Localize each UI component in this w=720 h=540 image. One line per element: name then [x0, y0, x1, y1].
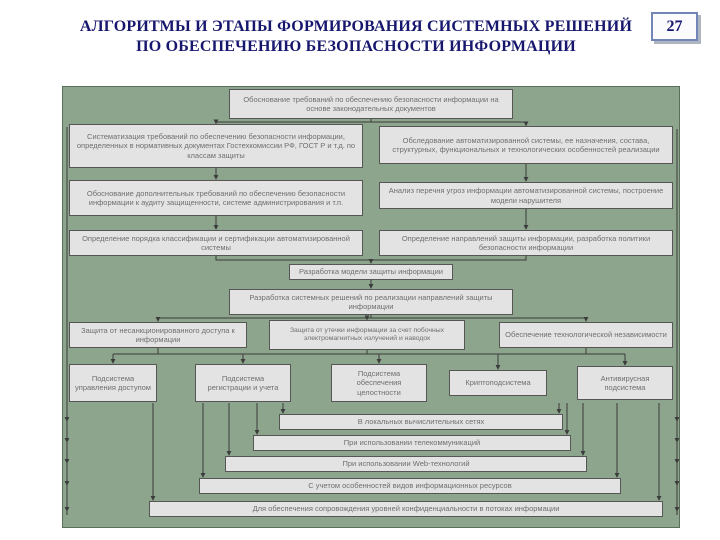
box-antivirus-subsystem: Антивирусная подсистема [577, 366, 673, 400]
box-requirements-systematization: Систематизация требований по обеспечению безопасности информации, определенных в нормативных документах Гостехкомиссии РФ, ГОСТ Р и т.д. по классам защиты [69, 124, 363, 168]
box-system-survey: Обследование автоматизированной системы, ее назначения, состава, структурных, функциональных и технологических особенностей реализации [379, 126, 673, 164]
box-level-resources: С учетом особенностей видов информационных ресурсов [199, 478, 621, 494]
box-level-telecom: При использовании телекоммуникаций [253, 435, 571, 451]
box-access-control-subsystem: Подсистема управления доступом [69, 364, 157, 402]
box-classification-certification: Определение порядка классификации и сертификации автоматизированной системы [69, 230, 363, 256]
box-level-confidentiality: Для обеспечения сопровождения уровней конфиденциальности в потоках информации [149, 501, 663, 517]
box-threat-analysis: Анализ перечня угроз информации автоматизированной системы, построение модели нарушителя [379, 182, 673, 209]
box-additional-requirements: Обоснование дополнительных требований по обеспечению безопасности информации к аудиту защищенности, системе администрирования и т.п. [69, 180, 363, 216]
slide-title-line2: ПО ОБЕСПЕЧЕНИЮ БЕЗОПАСНОСТИ ИНФОРМАЦИИ [136, 37, 576, 55]
box-level-lan: В локальных вычислительных сетях [279, 414, 563, 430]
page-number-badge [651, 12, 698, 41]
box-requirements-justification: Обоснование требований по обеспечению безопасности информации на основе законодательных документов [229, 89, 513, 119]
box-access-protection: Защита от несанкционированного доступа к информации [69, 322, 247, 348]
page-number: 27 [666, 17, 683, 35]
box-technological-independence: Обеспечение технологической независимости [499, 322, 673, 348]
box-crypto-subsystem: Криптоподсистема [449, 370, 547, 396]
box-registration-subsystem: Подсистема регистрации и учета [195, 364, 291, 402]
box-protection-model: Разработка модели защиты информации [289, 264, 453, 280]
box-integrity-subsystem: Подсистема обеспечения целостности [331, 364, 427, 402]
slide-title [64, 17, 648, 56]
box-system-solutions: Разработка системных решений по реализации направлений защиты информации [229, 289, 513, 315]
slide-title-line1: АЛГОРИТМЫ И ЭТАПЫ ФОРМИРОВАНИЯ СИСТЕМНЫХ РЕШЕНИЙ [79, 18, 633, 35]
flow-diagram [62, 86, 680, 528]
box-emission-leak-protection: Защита от утечки информации за счет побочных электромагнитных излучений и наводок [269, 320, 465, 350]
box-level-web: При использовании Web-технологий [225, 456, 587, 472]
box-protection-directions: Определение направлений защиты информации, разработка политики безопасности информации [379, 230, 673, 256]
